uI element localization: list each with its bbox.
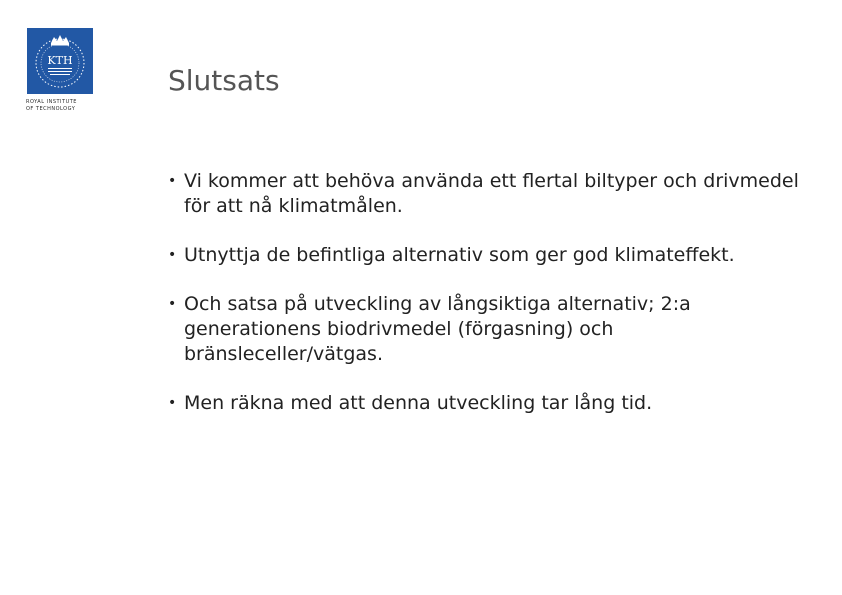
list-item [168, 391, 818, 416]
bullet-text: Och satsa på utveckling av långsiktiga alternativ; 2:a generationens biodrivmedel (förgasning) och bränsleceller/vätgas. [184, 293, 691, 365]
bullet-icon: • [168, 296, 177, 312]
list-item [168, 169, 818, 219]
list-item [168, 243, 818, 268]
bullet-text: Men räkna med att denna utveckling tar lång tid. [184, 392, 653, 414]
bullet-list [168, 169, 818, 416]
bullet-icon: • [168, 173, 177, 189]
slide-title: Slutsats [168, 64, 280, 97]
bullet-text: Vi kommer att behöva använda ett flertal biltyper och drivmedel för att nå klimatmålen. [184, 170, 799, 217]
kth-logo-text [26, 99, 96, 113]
logo-text-line-1: ROYAL INSTITUTE [26, 99, 77, 105]
kth-emblem-icon [27, 28, 93, 94]
bullet-text: Utnyttja de befintliga alternativ som ger god klimateffekt. [184, 244, 735, 266]
bullet-icon: • [168, 247, 177, 263]
logo-text-line-2: OF TECHNOLOGY [26, 106, 76, 112]
kth-logo-label: KTH [47, 54, 73, 67]
bullet-icon: • [168, 395, 177, 411]
list-item [168, 292, 818, 367]
kth-logo [26, 27, 96, 113]
